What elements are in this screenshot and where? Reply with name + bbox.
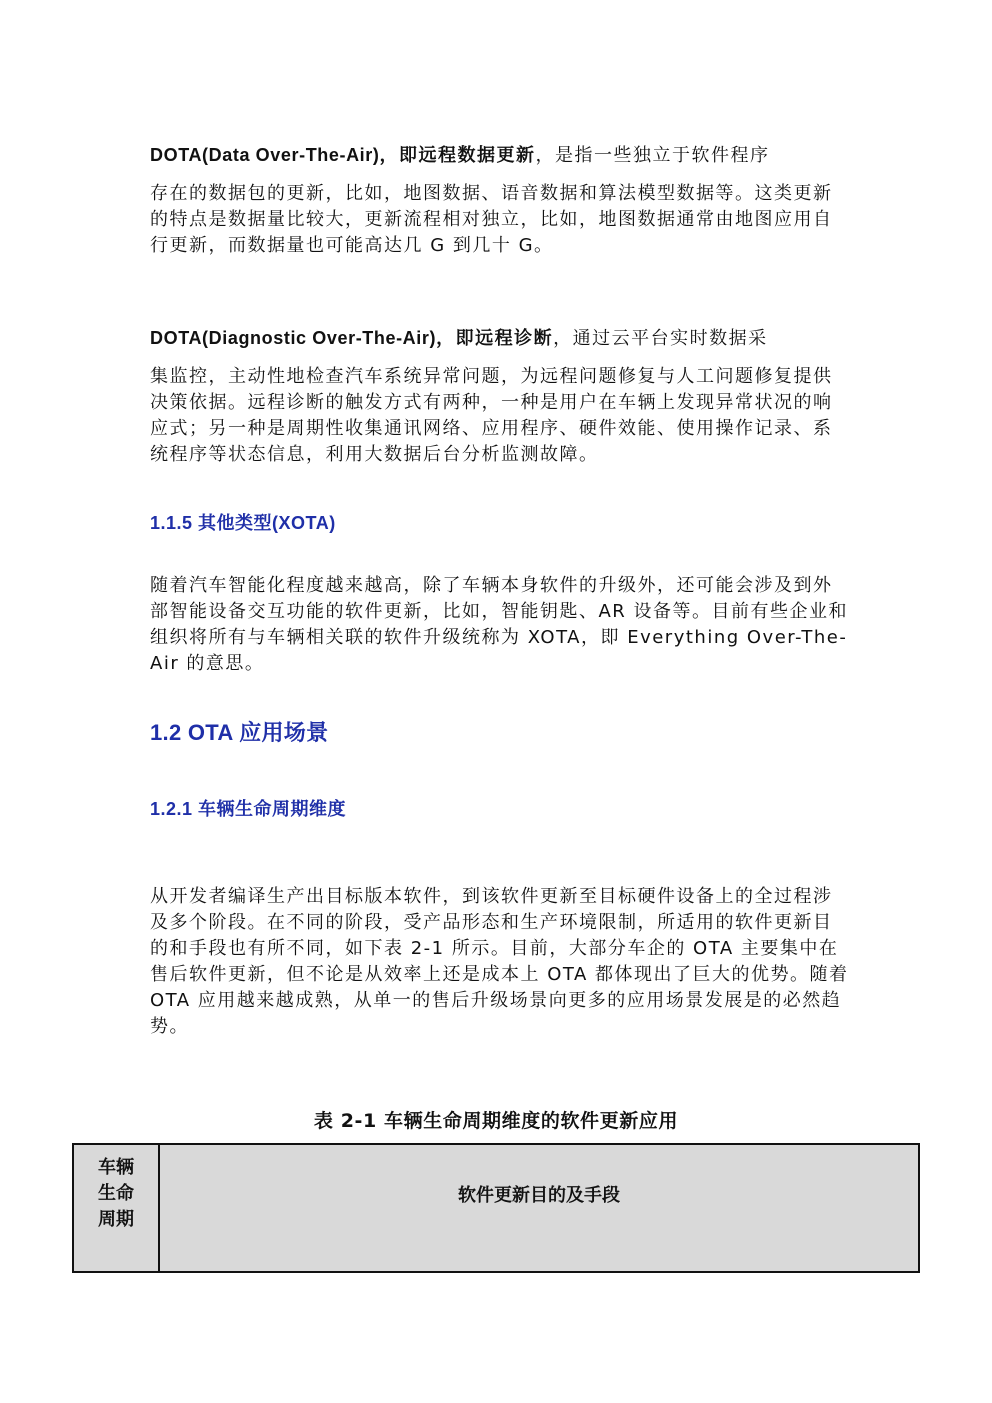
paragraph-body: 集监控，主动性地检查汽车系统异常问题，为远程问题修复与人工问题修复提供决策依据。远程诊断的触发方式有两种，一种是用户在车辆上发现异常状况的响应式；另一种是周期性收集通讯网络、应用程序、硬件效能、使用操作记录、系统程序等状态信息，利用大数据后台分析监测故障。 xyxy=(150,366,833,465)
header-line: 车辆 xyxy=(98,1157,134,1178)
paragraph-dota-diagnostic xyxy=(150,325,850,468)
header-cell-lifecycle xyxy=(73,1144,159,1272)
lifecycle-table xyxy=(72,1143,920,1273)
term-dota-diagnostic: DOTA(Diagnostic Over-The-Air) xyxy=(150,328,437,348)
term-dota-data: DOTA(Data Over-The-Air) xyxy=(150,145,380,165)
table-caption: 表 2-1 车辆生命周期维度的软件更新应用 xyxy=(313,1110,679,1132)
table-header-row xyxy=(73,1144,919,1272)
paragraph-first-line xyxy=(150,325,850,352)
first-line-text: ，通过云平台实时数据采 xyxy=(553,328,768,349)
paragraph-body: 存在的数据包的更新，比如，地图数据、语音数据和算法模型数据等。这类更新的特点是数据量比较大，更新流程相对独立，比如，地图数据通常由地图应用自行更新，而数据量也可能高达几 G 到几十 G。 xyxy=(150,183,833,256)
paragraph-xota: 随着汽车智能化程度越来越高，除了车辆本身软件的升级外，还可能会涉及到外部智能设备交互功能的软件更新，比如，智能钥匙、AR 设备等。目前有些企业和组织将所有与车辆相关联的软件升级统称为 XOTA，即 Everything Over-The-Air 的意思。 xyxy=(150,575,849,674)
paragraph-dota-data xyxy=(150,142,850,259)
paragraph-first-line xyxy=(150,142,850,169)
term-definition: ，即远程诊断 xyxy=(436,328,554,349)
heading-1-2: 1.2 OTA 应用场景 xyxy=(150,720,329,745)
paragraph-lifecycle: 从开发者编译生产出目标版本软件，到该软件更新至目标硬件设备上的全过程涉及多个阶段。在不同的阶段，受产品形态和生产环境限制，所适用的软件更新目的和手段也有所不同，如下表 2-1 所示。目前，大部分车企的 OTA 主要集中在售后软件更新，但不论是从效率上还是成本上 OTA 都体现出了巨大的优势。随着 OTA 应用越来越成熟，从单一的售后升级场景向更多的应用场景发展是的必然趋势。 xyxy=(150,886,849,1037)
header-cell-purpose: 软件更新目的及手段 xyxy=(159,1144,919,1272)
header-line: 周期 xyxy=(98,1209,134,1230)
term-definition: ，即远程数据更新 xyxy=(379,145,536,166)
header-line: 生命 xyxy=(98,1183,134,1204)
first-line-text: ，是指一些独立于软件程序 xyxy=(535,145,770,166)
heading-1-1-5: 1.1.5 其他类型(XOTA) xyxy=(150,513,336,533)
heading-1-2-1: 1.2.1 车辆生命周期维度 xyxy=(150,799,347,819)
